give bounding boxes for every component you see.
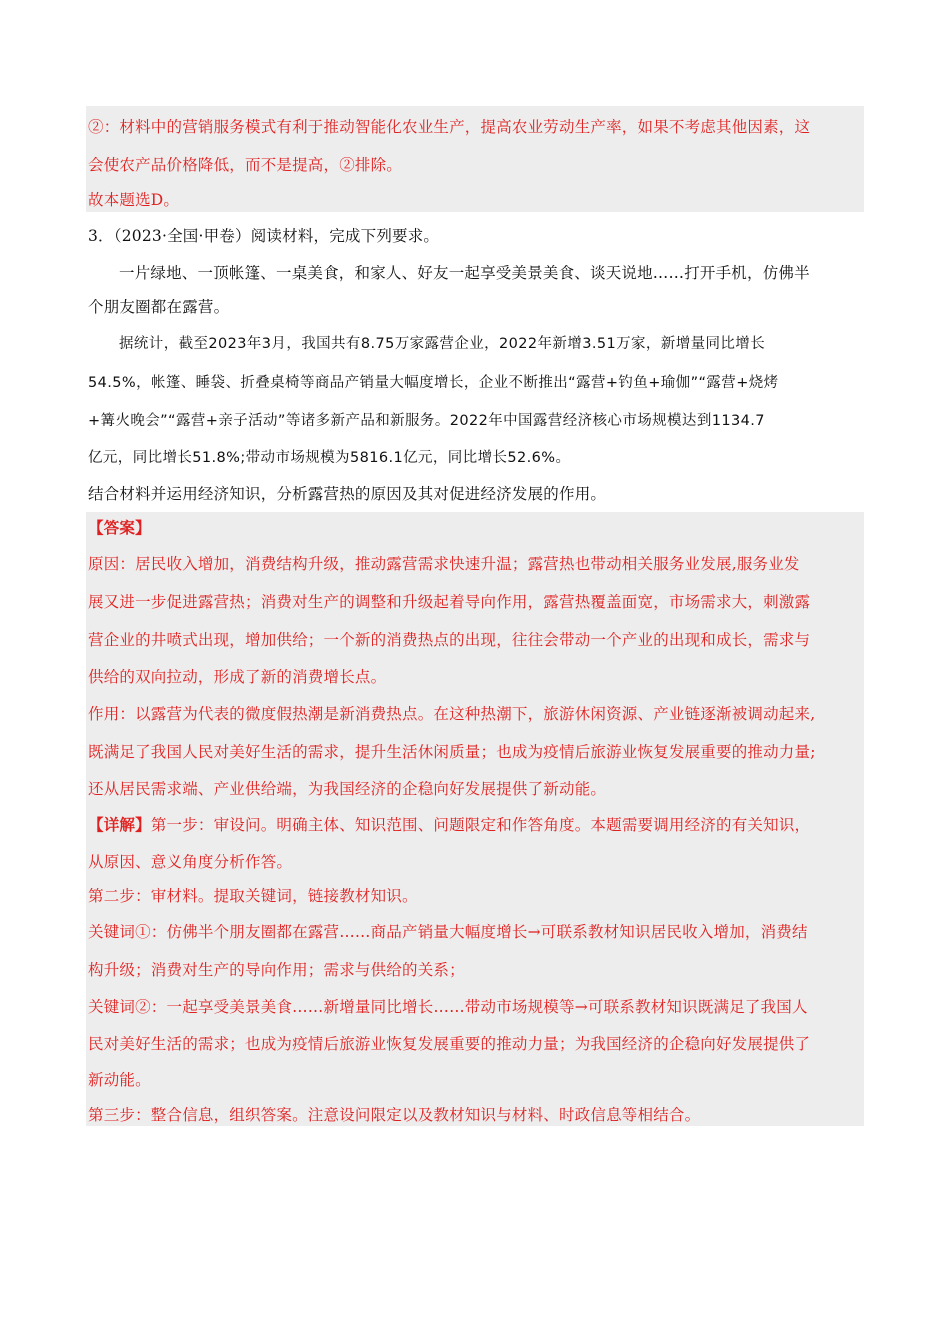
answer-effect-line1: 作用：以露营为代表的微度假热潮是新消费热点。在这种热潮下，旅游休闲资源、产业链逐渐被调动起来, [88, 705, 816, 723]
detail-step1-line2: 从原因、意义角度分析作答。 [88, 853, 293, 871]
material-p1-line2: 个朋友圈都在露营。 [88, 298, 230, 316]
prev-answer-point2-line1: ②：材料中的营销服务模式有利于推动智能化农业生产，提高农业劳动生产率，如果不考虑其他因素，这 [88, 118, 811, 136]
answer-reason-line2: 展又进一步促进露营热；消费对生产的调整和升级起着导向作用，露营热覆盖面宽，市场需求大，刺激露 [88, 593, 811, 611]
prev-answer-conclusion: 故本题选D。 [88, 191, 180, 209]
detail-keyword2-line2: 民对美好生活的需求；也成为疫情后旅游业恢复发展重要的推动力量；为我国经济的企稳向好发展提供了 [88, 1035, 811, 1053]
answer-reason-line1: 原因：居民收入增加，消费结构升级，推动露营需求快速升温；露营热也带动相关服务业发展,服务业发 [88, 555, 800, 573]
detail-keyword1-line1: 关键词①：仿佛半个朋友圈都在露营……商品产销量大幅度增长→可联系教材知识居民收入增加，消费结 [88, 923, 808, 941]
material-p2-line1: 据统计，截至2023年3月，我国共有8.75万家露营企业，2022年新增3.51万家，新增量同比增长 [119, 336, 766, 352]
material-p1-line1: 一片绿地、一顶帐篷、一桌美食，和家人、好友一起享受美景美食、谈天说地……打开手机，仿佛半 [119, 264, 810, 282]
detail-step3: 第三步：整合信息，组织答案。注意设问限定以及教材知识与材料、时政信息等相结合。 [88, 1106, 701, 1124]
answer-reason-line3: 营企业的井喷式出现，增加供给；一个新的消费热点的出现，往往会带动一个产业的出现和成长，需求与 [88, 631, 811, 649]
material-p2-line2: 54.5%，帐篷、睡袋、折叠桌椅等商品产销量大幅度增长，企业不断推出“露营+钓鱼+瑜伽”“露营+烧烤 [88, 375, 779, 391]
detail-step1-text: 第一步：审设问。明确主体、知识范围、问题限定和作答角度。本题需要调用经济的有关知识， [150, 816, 811, 834]
question-prompt: 结合材料并运用经济知识，分析露营热的原因及其对促进经济发展的作用。 [88, 485, 607, 503]
detail-keyword2-line3: 新动能。 [88, 1071, 151, 1089]
answer-effect-line3: 还从居民需求端、产业供给端，为我国经济的企稳向好发展提供了新动能。 [88, 780, 607, 798]
prev-answer-point2-line2: 会使农产品价格降低，而不是提高，②排除。 [88, 156, 403, 174]
detail-step2: 第二步：审材料。提取关键词，链接教材知识。 [88, 887, 418, 905]
detail-keyword2-line1: 关键词②：一起享受美景美食……新增量同比增长……带动市场规模等→可联系教材知识既满足了我国人 [88, 998, 808, 1016]
answer-effect-line2: 既满足了我国人民对美好生活的需求，提升生活休闲质量；也成为疫情后旅游业恢复发展重要的推动力量; [88, 743, 816, 761]
answer-label: 【答案】 [88, 518, 151, 537]
detail-label: 【详解】 [88, 815, 151, 834]
question-header: 3．（2023·全国·甲卷）阅读材料，完成下列要求。 [88, 227, 440, 245]
material-p2-line4: 亿元，同比增长51.8%;带动市场规模为5816.1亿元，同比增长52.6%。 [88, 450, 571, 466]
answer-reason-line4: 供给的双向拉动，形成了新的消费增长点。 [88, 668, 387, 686]
detail-step1-line1 [88, 815, 810, 835]
detail-keyword1-line2: 构升级；消费对生产的导向作用；需求与供给的关系； [88, 961, 465, 979]
material-p2-line3: +篝火晚会”“露营+亲子活动”等诸多新产品和新服务。2022年中国露营经济核心市场规模达到1134.7 [88, 413, 765, 429]
